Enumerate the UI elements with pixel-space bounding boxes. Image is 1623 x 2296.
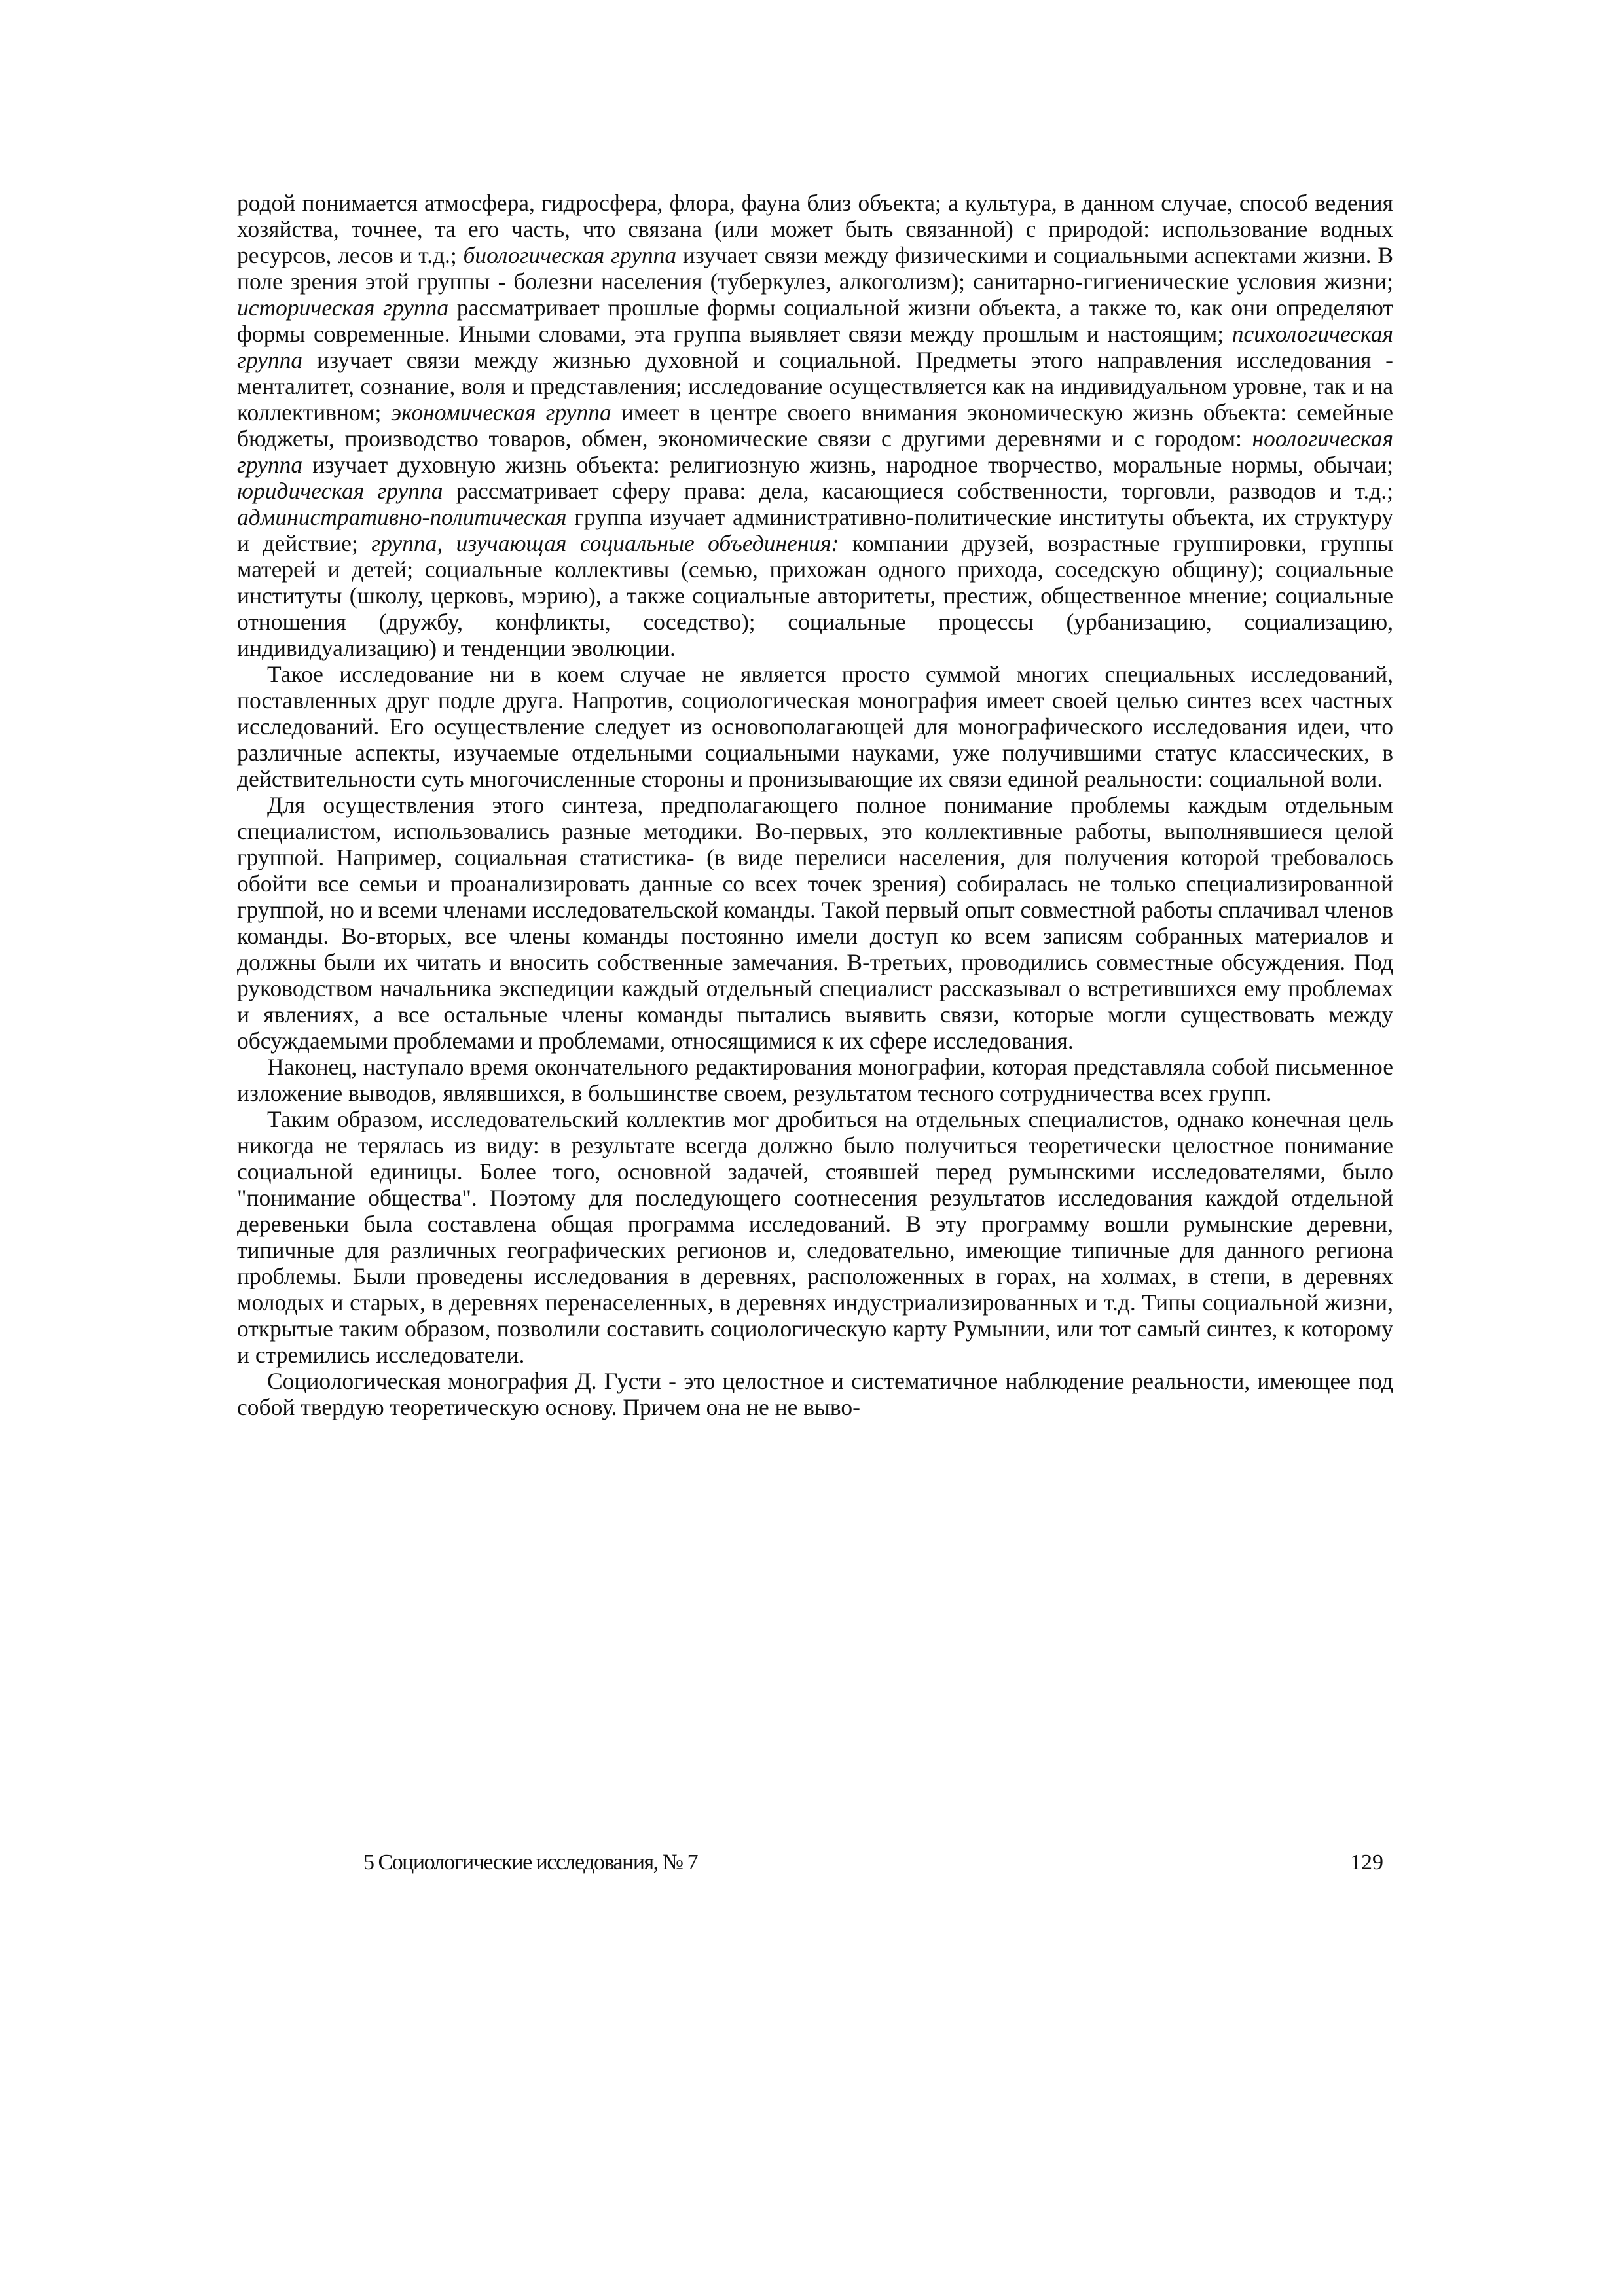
paragraph <box>237 190 1393 661</box>
text-run: родой понимается атмосфера, гидросфера, флора, фауна близ объекта; а культура, в данном случае, способ ведения хозяйства, точнее, та его часть, что связана (или может быть связанной) с природой: использование водных ресурсов, лесов и т.д.; <box>237 190 1393 268</box>
text-run: рассматривает прошлые формы социальной жизни объекта, а также то, как они определяют формы современные. Иными словами, эта группа выявляет связи между прошлым и настоящим; <box>237 295 1393 347</box>
italic-term: группа, изучающая социальные объединения: <box>371 530 839 556</box>
body-text <box>237 190 1393 1420</box>
italic-term: психологическая группа <box>237 321 1393 373</box>
text-run: изучает связи между физическими и социальными аспектами жизни. В поле зрения этой группы - болезни населения (туберкулез, алкоголизм); санитарно-гигиенические условия жизни; <box>237 242 1393 295</box>
paragraph <box>237 1054 1393 1106</box>
text-run: имеет в центре своего внимания экономическую жизнь объекта: семейные бюджеты, производство товаров, обмен, экономические связи с другими деревнями и с городом: <box>237 399 1394 452</box>
paragraph <box>237 1368 1393 1420</box>
paragraph <box>237 661 1393 792</box>
italic-term: биологическая группа <box>463 242 677 268</box>
text-run: Такое исследование ни в коем случае не является просто суммой многих специальных исследований, поставленных друг подле друга. Напротив, социологическая монография имеет своей целью синтез всех частных исследований. Его осуществление следует из основополагающей для монографического исследования идеи, что различные аспекты, изучаемые отдельными социальными науками, уже получившими статус классических, в действительности суть многочисленные стороны и пронизывающие их связи единой реальности: социальной воли. <box>237 661 1393 792</box>
text-run: Социологическая монография Д. Густи - это целостное и систематичное наблюдение реальности, имеющее под собой твердую теоретическую основу. Причем она не не выво- <box>237 1368 1393 1420</box>
text-run: изучает духовную жизнь объекта: религиозную жизнь, народное творчество, моральные нормы, обычаи; <box>302 452 1393 478</box>
italic-term: юридическая группа <box>237 478 443 504</box>
text-run: изучает связи между жизнью духовной и социальной. Предметы этого направления исследования - менталитет, сознание, воля и представления; исследование осуществляется как на индивидуальном уровне, так и на коллективном; <box>237 347 1393 425</box>
paragraph <box>237 792 1393 1054</box>
italic-term: историческая группа <box>237 295 449 321</box>
page-number: 129 <box>1350 1850 1383 1874</box>
text-run: компании друзей, возрастные группировки, группы матерей и детей; социальные коллективы (семью, прихожан одного прихода, соседскую общину); социальные институты (школу, церковь, мэрию), а также социальные авторитеты, престиж, общественное мнение; социальные отношения (дружбу, конфликты, соседство); социальные процессы (урбанизацию, социализацию, индивидуализацию) и тенденции эволюции. <box>237 530 1393 661</box>
text-run: Для осуществления этого синтеза, предполагающего полное понимание проблемы каждым отдельным специалистом, использовались разные методики. Во-первых, это коллективные работы, выполнявшиеся целой группой. Например, социальная статистика- (в виде перелиси населения, для получения которой требовалось обойти все семьи и проанализировать данные со всех точек зрения) собиралась не только специализированной группой, но и всеми членами исследовательской команды. Такой первый опыт совместной работы сплачивал членов команды. Во-вторых, все члены команды постоянно имели доступ ко всем записям собранных материалов и должны были их читать и вносить собственные замечания. В-третьих, проводились совместные обсуждения. Под руководством начальника экспедиции каждый отдельный специалист рассказывал о встретившихся ему проблемах и явлениях, а все остальные члены команды пытались выявить связи, которые могли существовать между обсуждаемыми проблемами и проблемами, относящимися к их сфере исследования. <box>237 792 1393 1054</box>
text-run: Таким образом, исследовательский коллектив мог дробиться на отдельных специалистов, однако конечная цель никогда не терялась из виду: в результате всегда должно было получиться теоретически целостное понимание социальной единицы. Более того, основной задачей, стоявшей перед румынскими исследователями, было "понимание общества". Поэтому для последующего соотнесения результатов исследования каждой отдельной деревеньки была составлена общая программа исследований. В эту программу вошли румынские деревни, типичные для различных географических регионов и, следовательно, имеющие типичные для данного региона проблемы. Были проведены исследования в деревнях, расположенных в горах, на холмах, в степи, в деревнях молодых и старых, в деревнях перенаселенных, в деревнях индустриализированных и т.д. Типы социальной жизни, открытые таким образом, позволили составить социологическую карту Румынии, или тот самый синтез, к которому и стремились исследователи. <box>237 1106 1393 1368</box>
italic-term: ноологическая группа <box>237 425 1393 478</box>
italic-term: административно-политическая <box>237 504 567 530</box>
footer-signature: 5 Социологические исследования, № 7 <box>363 1850 698 1874</box>
italic-term: экономическая группа <box>391 399 611 425</box>
text-run: Наконец, наступало время окончательного редактирования монографии, которая представляла собой письменное изложение выводов, являвшихся, в большинстве своем, результатом тесного сотрудничества всех групп. <box>237 1054 1393 1106</box>
text-run: группа изучает административно-политические институты объекта, их структуру и действие; <box>237 504 1393 556</box>
paragraph <box>237 1106 1393 1368</box>
text-run: рассматривает сферу права: дела, касающиеся собственности, торговли, разводов и т.д.; <box>443 478 1393 504</box>
